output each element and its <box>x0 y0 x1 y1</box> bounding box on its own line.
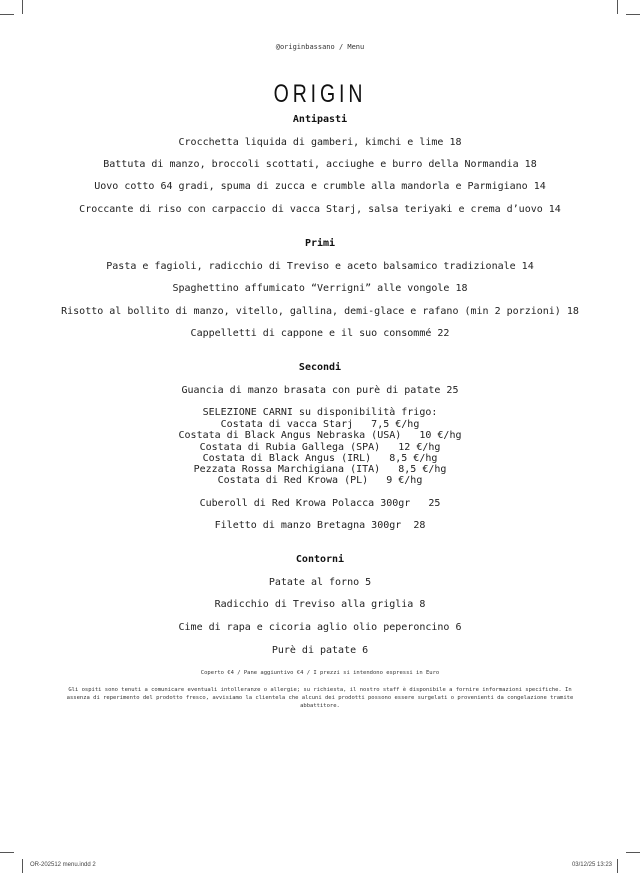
coperto-note: Coperto €4 / Pane aggiuntivo €4 / I prezzi si intendono espressi in Euro <box>200 670 440 676</box>
crop-mark <box>0 14 14 15</box>
menu-item: Croccante di riso con carpaccio di vacca Starj, salsa teriyaki e crema d’uovo 14 <box>79 204 561 215</box>
carni-item: Costata di Rubia Gallega (SPA) 12 €/hg <box>199 442 441 453</box>
section-title-secondi: Secondi <box>298 362 342 373</box>
date-slug: 03/12/25 13:23 <box>571 862 612 868</box>
carni-item: Pezzata Rossa Marchigiana (ITA) 8,5 €/hg <box>193 464 447 475</box>
menu-item: Filetto di manzo Bretagna 300gr 28 <box>214 520 426 531</box>
carni-item: Costata di vacca Starj 7,5 €/hg <box>220 419 420 430</box>
menu-item: Crocchetta liquida di gamberi, kimchi e lime 18 <box>178 137 462 148</box>
menu-item: Cappelletti di cappone e il suo consommé 22 <box>190 328 450 339</box>
section-title-primi: Primi <box>304 238 336 249</box>
crop-mark <box>22 859 23 873</box>
menu-item: Uovo cotto 64 gradi, spuma di zucca e crumble alla mandorla e Parmigiano 14 <box>94 181 546 192</box>
crop-mark <box>617 859 618 873</box>
file-slug: OR-202512 menu.indd 2 <box>30 862 96 868</box>
menu-item: Guancia di manzo brasata con purè di patate 25 <box>181 385 459 396</box>
crop-mark <box>617 0 618 14</box>
menu-item: Purè di patate 6 <box>271 645 369 656</box>
section-title-antipasti: Antipasti <box>292 114 348 125</box>
menu-item: Spaghettino affumicato “Verrigni” alle vongole 18 <box>172 283 468 294</box>
crop-mark <box>22 0 23 14</box>
carni-item: Costata di Red Krowa (PL) 9 €/hg <box>217 475 423 486</box>
crop-mark <box>626 14 640 15</box>
carni-item: Costata di Black Angus (IRL) 8,5 €/hg <box>202 453 438 464</box>
menu-item: Cime di rapa e cicoria aglio olio peperoncino 6 <box>178 622 462 633</box>
section-title-contorni: Contorni <box>295 554 345 565</box>
crop-mark <box>626 852 640 853</box>
allergen-disclaimer: Gli ospiti sono tenuti a comunicare eventuali intolleranze o allergie; su richiesta, il nostro staff è disponibile a fornire informazioni specifiche. In assenza di reperimento del prodotto fresco, avvisiamo la clientela che alcuni dei prodotti possono essere surgelati o provenienti da congelazione tramite abbattitore. <box>66 687 574 709</box>
menu-item: Battuta di manzo, broccoli scottati, acciughe e burro della Normandia 18 <box>103 159 537 170</box>
menu-item: Risotto al bollito di manzo, vitello, gallina, demi-glace e rafano (min 2 porzioni) 18 <box>61 306 579 317</box>
origin-logo: ORIGIN <box>273 80 367 108</box>
menu-item: Cuberoll di Red Krowa Polacca 300gr 25 <box>199 498 441 509</box>
carni-item: Costata di Black Angus Nebraska (USA) 10 €/hg <box>178 430 462 441</box>
selezione-carni-title: SELEZIONE CARNI su disponibilità frigo: <box>202 407 438 418</box>
menu-item: Pasta e fagioli, radicchio di Treviso e aceto balsamico tradizionale 14 <box>106 261 534 272</box>
menu-item: Radicchio di Treviso alla griglia 8 <box>214 599 426 610</box>
crop-mark <box>0 852 14 853</box>
page-header: @originbassano / Menu <box>275 43 365 51</box>
menu-item: Patate al forno 5 <box>268 577 372 588</box>
